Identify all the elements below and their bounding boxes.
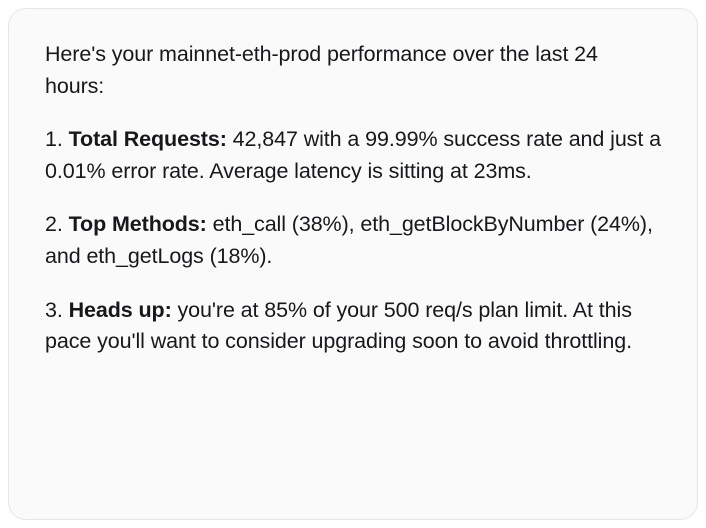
list-item-lead: Heads up: [68, 297, 172, 322]
list-item-number: 2. [45, 212, 63, 237]
list-item-body: you're at 85% of your 500 req/s plan limit. At this pace you'll want to consider upgrading soon to avoid throttling. [45, 297, 632, 354]
intro-paragraph: Here's your mainnet-eth-prod performance over the last 24 hours: [45, 42, 598, 98]
list-item [45, 295, 661, 358]
list-item [45, 124, 661, 187]
list-item-number: 1. [45, 127, 63, 152]
message-body [45, 39, 661, 358]
list-item [45, 209, 661, 272]
list-item-body: 42,847 with a 99.99% success rate and just a 0.01% error rate. Average latency is sitting at 23ms. [45, 127, 661, 183]
list-item-lead: Total Requests: [68, 127, 227, 152]
list-item-lead: Top Methods: [68, 212, 207, 237]
list-item-number: 3. [45, 297, 63, 322]
list-item-body: eth_call (38%), eth_getBlockByNumber (24%), and eth_getLogs (18%). [45, 212, 653, 268]
assistant-message-card [8, 8, 698, 520]
